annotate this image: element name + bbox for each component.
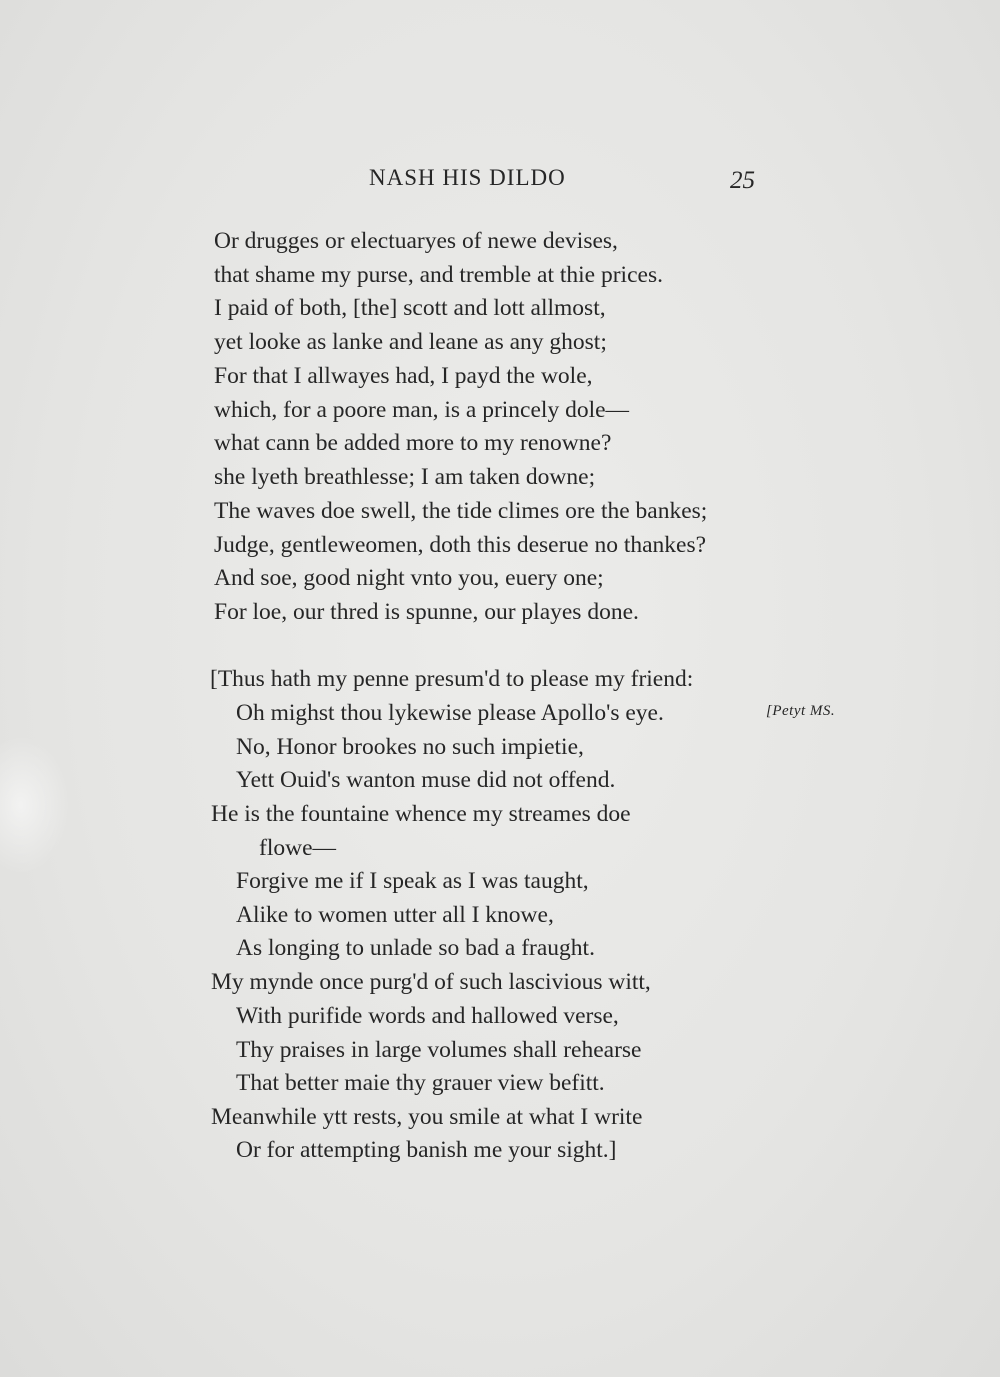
verse-line: that shame my purse, and tremble at thie prices. <box>214 262 663 288</box>
marginal-note: [Petyt MS. <box>766 703 836 719</box>
verse-line: My mynde once purg'd of such lascivious witt, <box>211 969 651 995</box>
verse-line: He is the fountaine whence my streames doe <box>211 801 631 827</box>
verse-line: That better maie thy grauer view befitt. <box>236 1070 605 1096</box>
verse-line: Thy praises in large volumes shall rehearse <box>236 1037 642 1063</box>
verse-line: Alike to women utter all I knowe, <box>236 902 554 928</box>
verse-line: Or drugges or electuaryes of newe devises, <box>214 228 618 254</box>
page-number: 25 <box>730 167 755 194</box>
verse-line: With purifide words and hallowed verse, <box>236 1003 619 1029</box>
verse-line-turnover: flowe— <box>259 835 337 861</box>
verse-line: [Thus hath my penne presum'd to please my friend: <box>210 666 694 692</box>
verse-line: Meanwhile ytt rests, you smile at what I write <box>211 1104 643 1130</box>
verse-line: The waves doe swell, the tide climes ore the bankes; <box>214 498 708 524</box>
verse-line: she lyeth breathlesse; I am taken downe; <box>214 464 596 490</box>
verse-line: what cann be added more to my renowne? <box>214 430 612 456</box>
verse-line: Or for attempting banish me your sight.] <box>236 1137 617 1163</box>
verse-line: yet looke as lanke and leane as any ghost; <box>214 329 607 355</box>
paper-smudge <box>0 735 70 875</box>
verse-line: Judge, gentleweomen, doth this deserue no thankes? <box>214 532 707 558</box>
verse-line: No, Honor brookes no such impietie, <box>236 734 584 760</box>
verse-line: Yett Ouid's wanton muse did not offend. <box>236 767 616 793</box>
verse-line: As longing to unlade so bad a fraught. <box>236 935 595 961</box>
verse-line: And soe, good night vnto you, euery one; <box>214 565 604 591</box>
verse-line: I paid of both, [the] scott and lott allmost, <box>214 295 606 321</box>
running-title: NASH HIS DILDO <box>369 165 566 190</box>
verse-line: which, for a poore man, is a princely dole— <box>214 397 630 423</box>
verse-line: Forgive me if I speak as I was taught, <box>236 868 589 894</box>
verse-line: For that I allwayes had, I payd the wole, <box>214 363 593 389</box>
verse-line: Oh mighst thou lykewise please Apollo's eye. <box>236 700 664 726</box>
verse-line: For loe, our thred is spunne, our playes done. <box>214 599 639 625</box>
